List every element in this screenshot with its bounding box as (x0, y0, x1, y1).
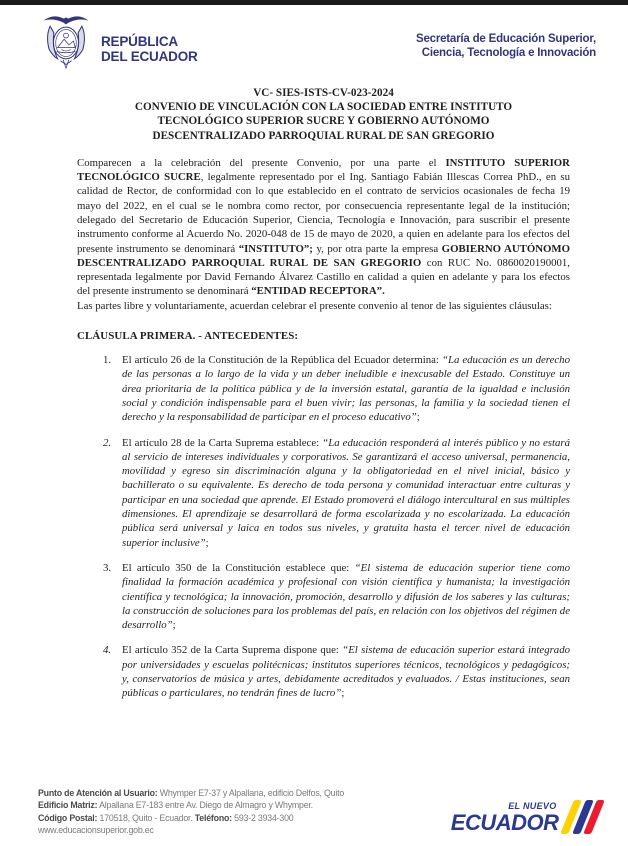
item-text: El artículo 26 de la Constitución de la República del Ecuador determina: “La educación es un derecho de las personas a lo largo de la vida y un deber ineludible e inexcusable del Estado. Constituye un área prioritaria de la política pública y de la inversión estatal, garantía de la igualdad e inclusión social y condición indispensable para el buen vivir; las personas, la familia y la sociedad tienen el derecho y la responsabilidad de participar en el proceso educativo”; (122, 354, 570, 424)
secretaria-title (416, 32, 596, 61)
footer-website: www.educacionsuperior.gob.ec (38, 824, 154, 835)
item-number: 2. (103, 436, 112, 449)
item-number: 3. (103, 561, 112, 574)
document-code: VC- SIES-ISTS-CV-023-2024 (253, 87, 394, 99)
item-number: 1. (103, 354, 112, 367)
antecedente-item-3 (77, 561, 570, 632)
brand-name (101, 35, 198, 64)
secretaria-line-2: Ciencia, Tecnología e Innovación (421, 47, 596, 60)
item-text: El artículo 350 de la Constitución establece que: “El sistema de educación superior tiene como finalidad la formación académica y profesional con visión científica y humanista; la investigación científica y tecnológica; la innovación, promoción, desarrollo y difusión de los saberes y las culturas; la construcción de soluciones para los problemas del país, en relación con los objetivos del régimen de desarrollo”; (122, 561, 570, 632)
title-line-3: DESCENTRALIZADO PARROQUIAL RURAL DE SAN GREGORIO (152, 129, 495, 142)
document-content (77, 86, 570, 701)
item-text: El artículo 28 de la Carta Suprema establece: “La educación responderá al interés público y no estará al servicio de intereses individuales y corporativos. Se garantizará el acceso universal, permanencia, movilidad y egreso sin discriminación alguna y la obligatoriedad en el nivel inicial, básico y bachillerato o su equivalente. Es derecho de toda persona y comunidad interactuar entre culturas y participar en una sociedad que aprende. El Estado promoverá el diálogo intercultural en sus múltiples dimensiones. El aprendizaje se desarrollará de forma escolarizada y no escolarizada. La educación pública será universal y laica en todos sus niveles, y gratuita hasta el tercer nivel de educación superior inclusive”; (122, 436, 571, 549)
top-bar (0, 0, 628, 5)
el-nuevo-label: EL NUEVO (508, 801, 557, 811)
title-line-1: CONVENIO DE VINCULACIÓN CON LA SOCIEDAD ENTRE INSTITUTO (134, 101, 513, 114)
el-nuevo-ecuador-wordmark (451, 802, 559, 834)
document-title (77, 86, 570, 143)
title-line-2: TECNOLÓGICO SUPERIOR SUCRE Y GOBIERNO AUTÓNOMO (157, 115, 490, 128)
ecuador-coat-of-arms-icon (38, 12, 94, 74)
letterhead (38, 12, 596, 74)
antecedente-item-4 (77, 643, 570, 700)
secretaria-line-1: Secretaría de Educación Superior, (415, 33, 596, 45)
el-nuevo-ecuador-logo (451, 800, 598, 838)
item-number: 4. (103, 644, 112, 657)
antecedentes-list (77, 353, 570, 701)
item-text: El artículo 352 de la Carta Suprema dispone que: “El sistema de educación superior estará integrado por universidades y escuelas politécnicas; institutos superiores técnicos, tecnológicos y pedagógicos; y, conservatorios de música y artes, debidamente acreditados y evaluados. / Estas instituciones, sean públicas o particulares, no tendrán fines de lucro”; (122, 644, 570, 700)
footer-line-2: Edificio Matriz: Alpallana E7-183 entre Av. Diego de Almagro y Whymper. (38, 800, 313, 811)
page-footer (38, 787, 598, 838)
antecedente-item-2 (77, 436, 570, 550)
antecedente-item-1 (77, 353, 570, 424)
brand-line-1: REPÚBLICA (101, 34, 178, 50)
footer-line-3: Código Postal: 170518, Quito - Ecuador. Teléfono: 593-2 3934-300 (38, 812, 294, 823)
ecuador-label: ECUADOR (450, 810, 559, 835)
republica-del-ecuador-brand (38, 12, 198, 74)
contact-info (38, 787, 344, 838)
brand-line-2: DEL ECUADOR (101, 49, 198, 64)
flag-slashes-icon (564, 800, 599, 834)
clause-heading: CLÁUSULA PRIMERA. - ANTECEDENTES: (77, 330, 299, 343)
footer-line-1: Punto de Atención al Usuario: Whymper E7-37 y Alpallana, edificio Delfos, Quito (38, 788, 345, 799)
closing-paragraph: Las partes libre y voluntariamente, acuerdan celebrar el presente convenio al tenor de las siguientes cláusulas: (77, 299, 552, 312)
intro-paragraph: Comparecen a la celebración del presente Convenio, por una parte el INSTITUTO SUPERIOR TECNOLÓGICO SUCRE, legalmente representado por el Ing. Santiago Fabián Illescas Correa PhD., en su calidad de Rector, de conformidad con lo que establecido en el contrato de servicios ocasionales de fecha 19 mayo del 2022, en el cual se le nombra como rector, por consecuencia representante legal de la institución; delegado del Secretario de Educación Superior, Ciencia, Tecnología e Innovación, para suscribir el presente instrumento conforme al Acuerdo No. 2020-048 de 15 de mayo de 2020, a quien en adelante para los efectos del presente instrumento se denominará “INSTITUTO”; y, por otra parte la empresa GOBIERNO AUTÓNOMO DESCENTRALIZADO PARROQUIAL RURAL DE SAN GREGORIO con RUC No. 0860020190001, representada legalmente por David Fernando Álvarez Castillo en calidad a quien en adelante y para los efectos del presente instrumento se denominará “ENTIDAD RECEPTORA”. (77, 156, 570, 298)
